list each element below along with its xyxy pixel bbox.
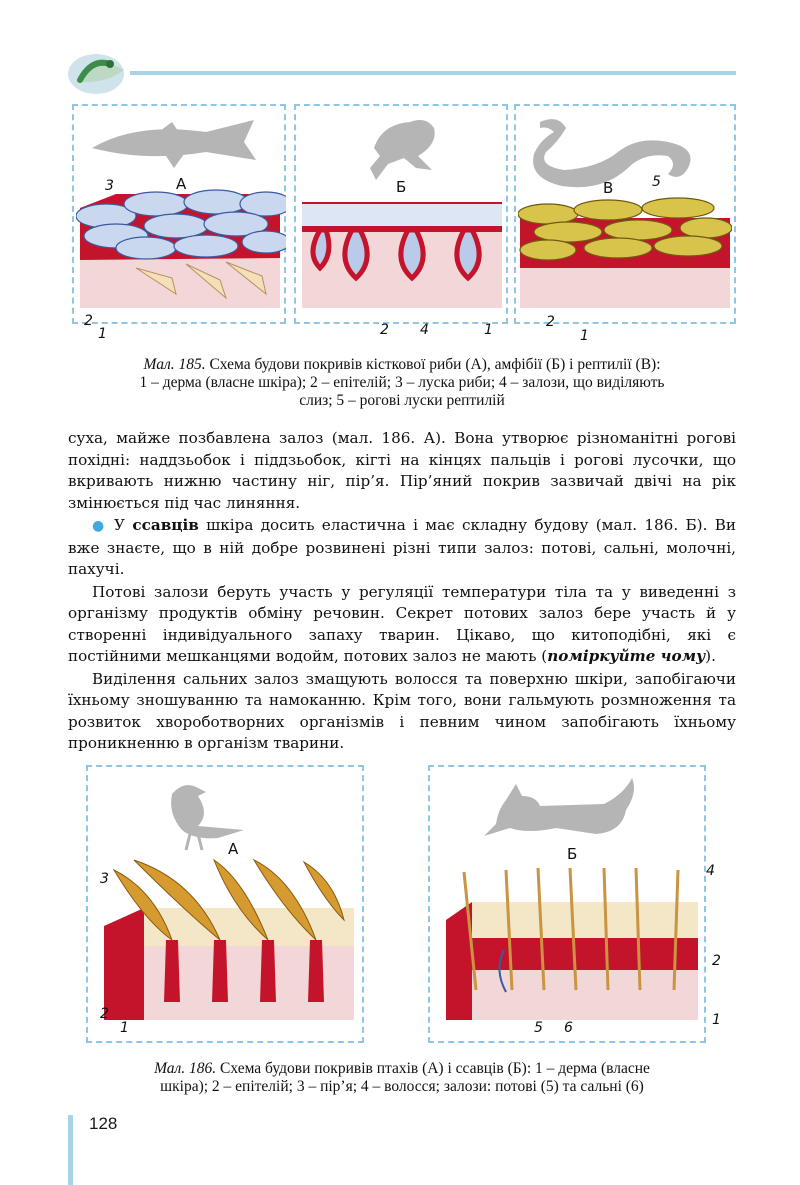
figure185-label-b: Б [396,178,407,196]
figure186-panel-cat [436,770,702,1038]
fish-skin-diagram [76,190,286,308]
paragraph-2: ● У ссавців шкіра досить еластична і має складну будову (мал. 186. Б). Ви вже знаєте, що в ній добре розвинені різні типи залоз: потові, сальні, молочні, пахучі. [68,516,737,578]
figure185-marker-4: 4 [420,322,429,338]
figure185-marker-2b: 2 [380,322,389,338]
figure185-caption-line3: слиз; 5 – рогові луски рептилій [299,392,505,409]
figure185-panel-frog [298,108,504,340]
bullet-icon: ● [92,518,107,534]
figure186-label-b: Б [567,845,578,863]
figure186-marker-2b: 2 [712,953,721,969]
figure185-marker-1v: 1 [580,328,589,344]
figure185-panel-fish [76,108,286,340]
paragraph-3: Потові залози беруть участь у регуляції температури тіла та у виведенні з організму продуктів обміну речовин. Секрет потових залоз бере участь й у створенні індивідуального запаху тварин. Цікаво, що китоподібні, які є постійними мешканцями водойм, потових залоз не мають (поміркуйте чому). [68,582,736,665]
figure186-marker-5: 5 [534,1020,543,1036]
figure185-caption-title: Мал. 185. [143,356,206,373]
figure185-marker-3: 3 [105,178,114,194]
paragraph-1: суха, майже позбавлена залоз (мал. 186. А). Вона утворює різноманітні рогові похідні: наддзьобок і піддзьобок, кігті на кінцях пальців і рогові лусочки, що вкривають нижню частину ніг, пір’я. Пір’яний покрив зазвичай двічі на рік змінюється під час линяння. [68,429,736,512]
figure186-caption-text: Схема будови покривів птахів (А) і ссавців (Б): 1 – дерма (власне [220,1060,650,1077]
figure185-caption-text: Схема будови покривів кісткової риби (А), амфібії (Б) і рептилії (В): [209,356,661,373]
figure185-marker-2a: 2 [84,313,93,329]
fish-silhouette-icon [92,120,256,168]
figure186-marker-1a: 1 [120,1020,129,1036]
figure185-caption [62,356,742,410]
figure186-caption [62,1060,742,1096]
cat-silhouette-icon [484,778,634,836]
figure186-label-a: А [228,840,239,858]
figure185-label-a: А [176,175,187,193]
figure185-label-v: В [603,179,614,197]
figure186-marker-1b: 1 [712,1012,721,1028]
bird-skin-diagram [104,860,354,1020]
figure185-marker-2v: 2 [546,314,555,330]
figure186-marker-3: 3 [100,871,109,887]
figure185-marker-1b: 1 [484,322,493,338]
figure186-marker-6: 6 [564,1020,573,1036]
paragraph-4: Виділення сальних залоз змащують волосся та поверхню шкіри, запобігаючи їхньому зношуванню та намоканню. Крім того, вони гальмують розмноження та розвиток хвороботворних організмів і певним чином запобігають їхньому проникненню в організм тварини. [68,669,736,752]
snake-skin-diagram [518,198,732,308]
figure186-caption-line2: шкіра); 2 – епітелій; 3 – пір’я; 4 – волосся; залози: потові (5) та сальні (6) [160,1078,644,1095]
figure185-marker-5: 5 [652,174,661,190]
figure185-caption-line2: 1 – дерма (власне шкіра); 2 – епітелій; 3 – луска риби; 4 – залози, що виділяють [139,374,665,391]
page-side-bar [68,1115,73,1185]
snake-silhouette-icon [533,119,690,187]
figure185-marker-1a: 1 [98,326,107,342]
figure186-caption-title: Мал. 186. [154,1060,217,1077]
figure186-panel-bird [94,770,356,1038]
caterpillar-leaf-logo [66,44,132,96]
body-text [68,428,736,755]
figure185-panel-snake [518,108,732,340]
figure186-marker-2a: 2 [100,1006,109,1022]
page-number: 128 [89,1114,118,1133]
frog-skin-diagram [302,202,502,308]
header-rule [130,71,736,75]
frog-silhouette-icon [370,120,435,180]
figure186-marker-4: 4 [706,863,715,879]
cat-skin-diagram [446,868,698,1020]
